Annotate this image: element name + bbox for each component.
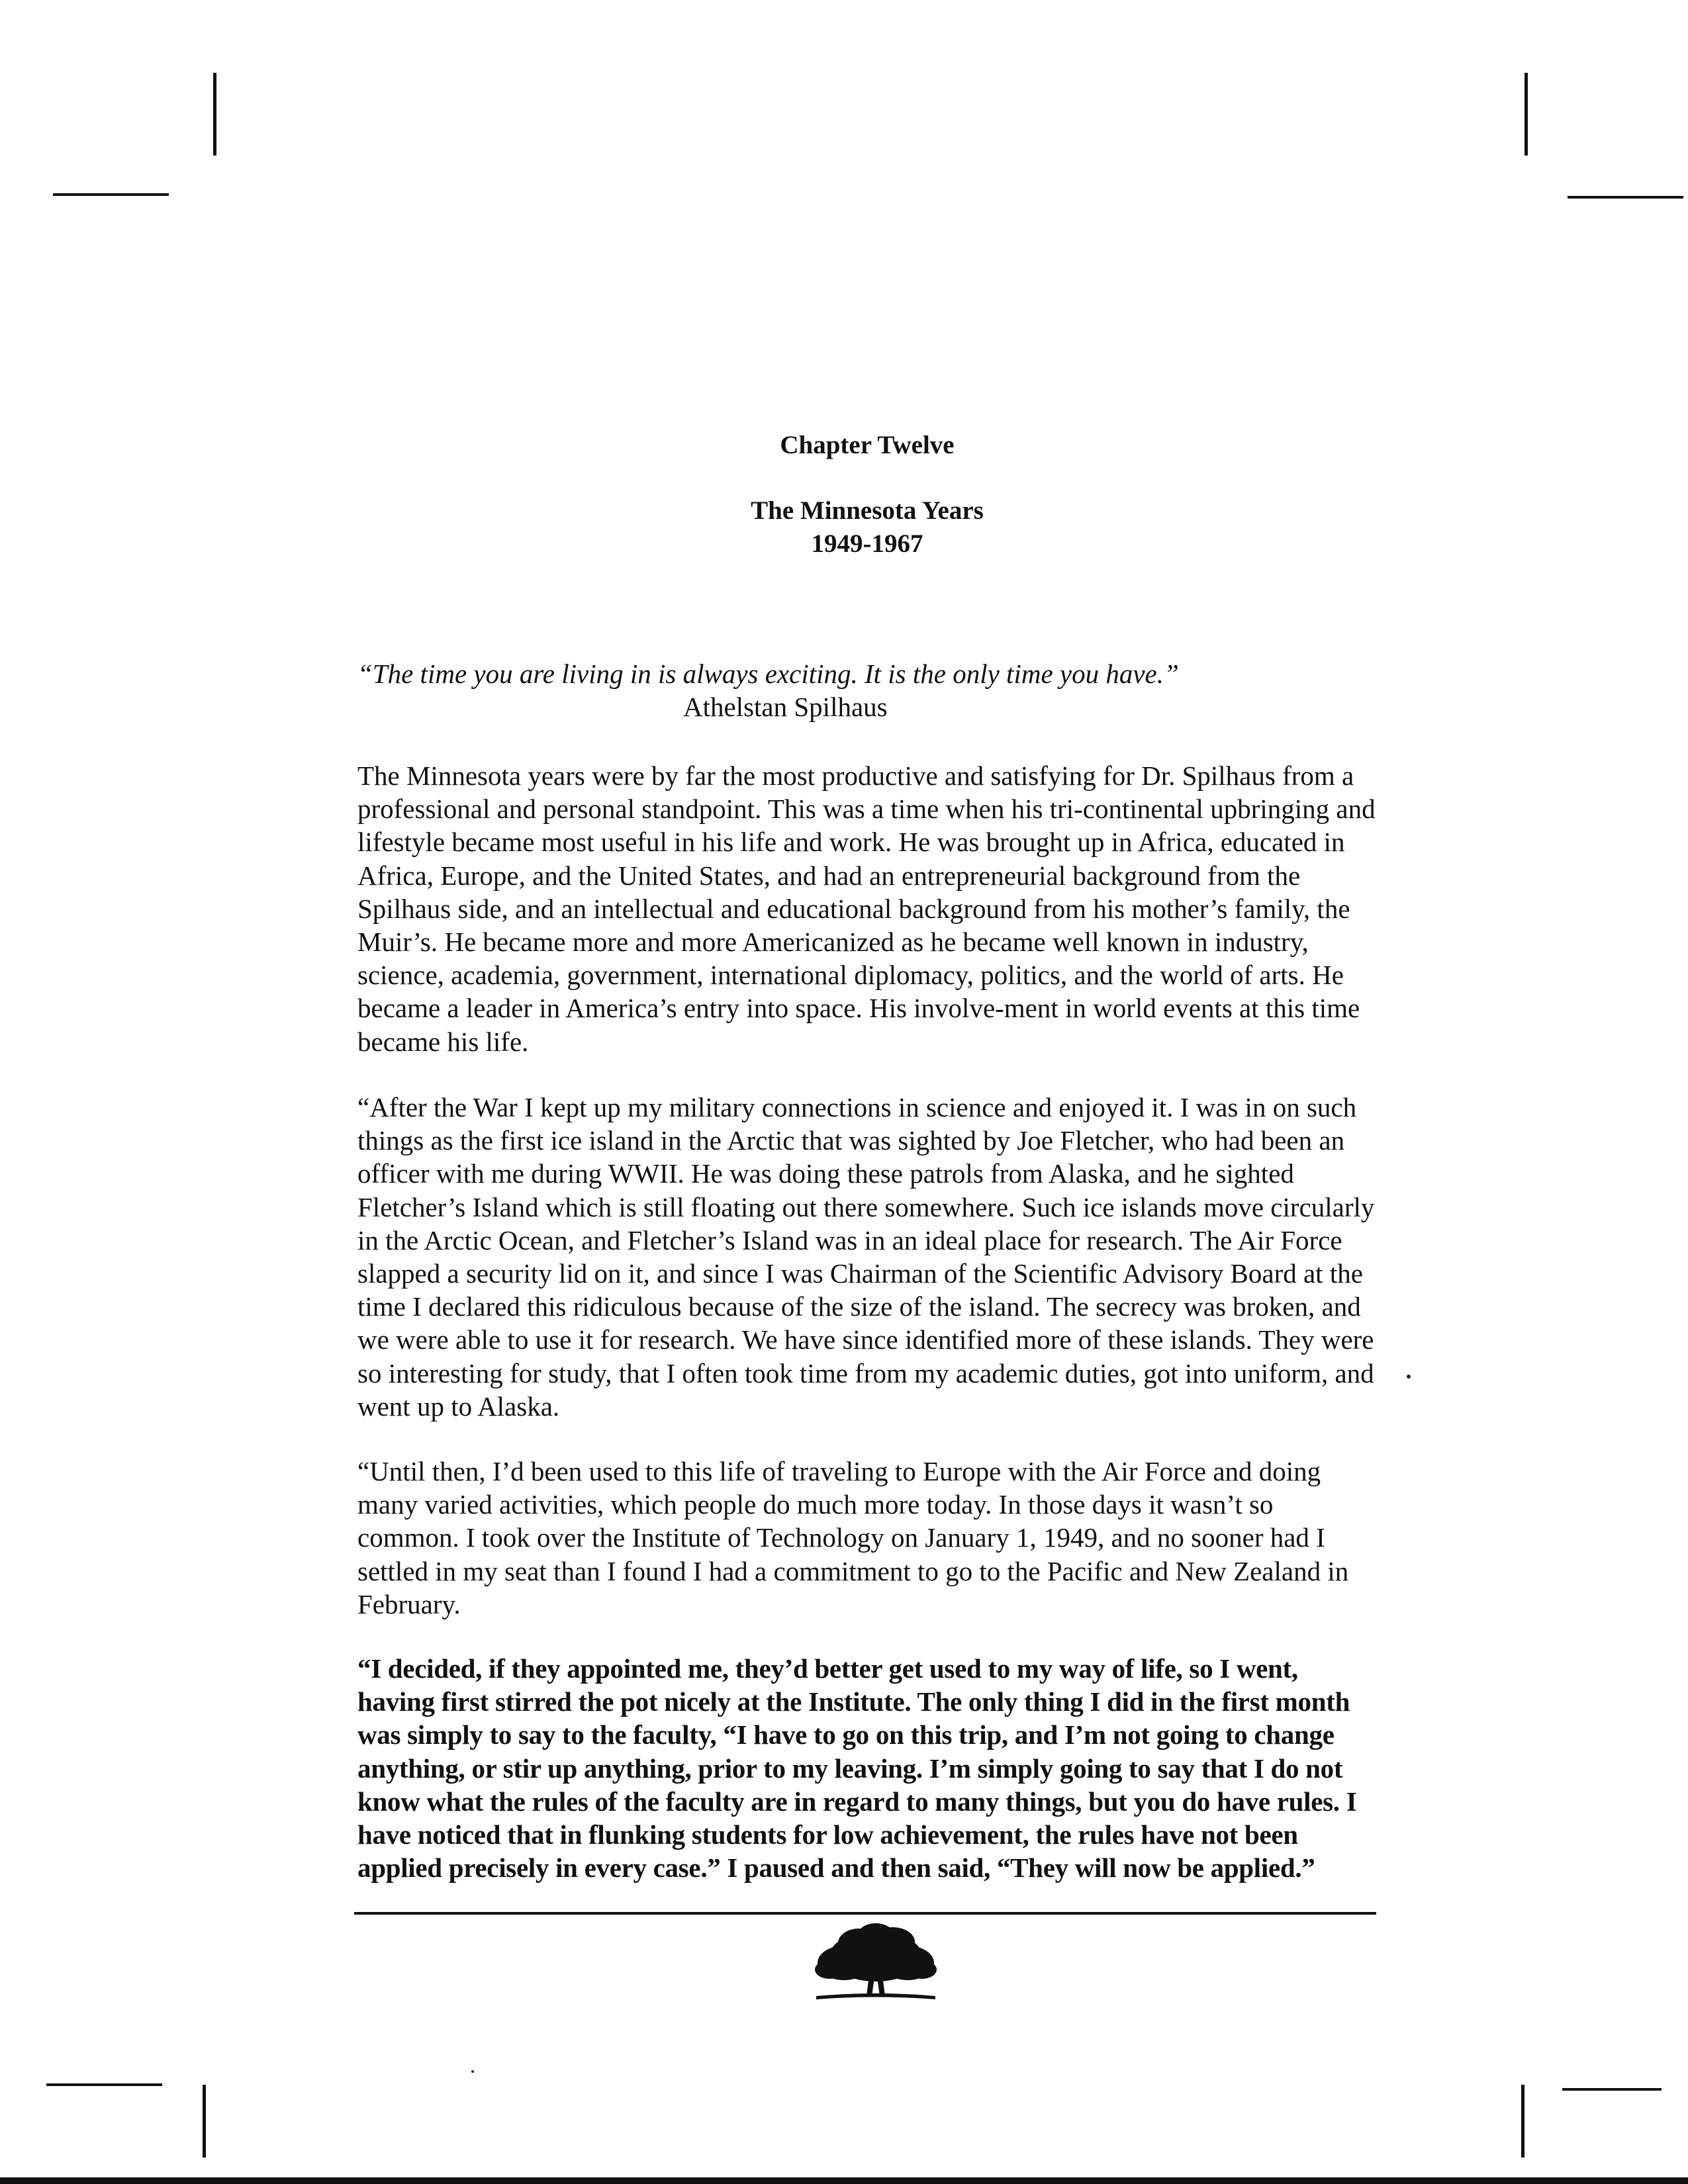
crop-mark-top-left-vertical: [213, 73, 216, 156]
chapter-label: Chapter Twelve: [780, 431, 955, 459]
crop-mark-bottom-right-horizontal: [1562, 2088, 1662, 2091]
oak-tree-logo-icon: [803, 1922, 949, 2008]
crop-mark-top-left-horizontal: [53, 193, 169, 196]
scan-speck: [1407, 1375, 1411, 1379]
crop-mark-bottom-left-horizontal: [46, 2083, 162, 2086]
epigraph-author: Athelstan Spilhaus: [683, 692, 888, 722]
scan-edge-band: [0, 2177, 1688, 2184]
paragraph-1: The Minnesota years were by far the most productive and satisfying for Dr. Spilhaus from a professional and personal standpoint. This was a time when his tri-continental upbringing and lifestyle became most useful in his life and work. He was brought up in Africa, educated in Africa, Europe, and the United States, and had an entrepreneurial background from the Spilhaus side, and an intellectual and educational background from his mother’s family, the Muir’s. He became more and more Americanized as he became well known in industry, science, academia, government, international diplomacy, politics, and the world of arts. He became a leader in America’s entry into space. His involve-ment in world events at this time became his life.: [357, 760, 1376, 1057]
paragraph-2: “After the War I kept up my military connections in science and enjoyed it. I was in on such things as the first ice island in the Arctic that was sighted by Joe Fletcher, who had been an officer with me during WWII. He was doing these patrols from Alaska, and he sighted Fletcher’s Island which is still floating out there somewhere. Such ice islands move circularly in the Arctic Ocean, and Fletcher’s Island was in an ideal place for research. The Air Force slapped a security lid on it, and since I was Chairman of the Scientific Advisory Board at the time I declared this ridiculous because of the size of the island. The secrecy was broken, and we were able to use it for research. We have since identified more of these islands. They were so interesting for study, that I often took time from my academic duties, got into uniform, and went up to Alaska.: [357, 1092, 1375, 1422]
epigraph: [357, 657, 1417, 723]
chapter-title: The Minnesota Years: [751, 496, 984, 525]
crop-mark-bottom-left-vertical: [203, 2085, 206, 2158]
crop-mark-top-right-horizontal: [1568, 196, 1683, 199]
epigraph-quote: “The time you are living in is always exciting. It is the only time you have.”: [357, 659, 1179, 689]
scan-speck: [471, 2070, 474, 2073]
paragraph-4: “I decided, if they appointed me, they’d better get used to my way of life, so I went, having first stirred the pot nicely at the Institute. The only thing I did in the first month was simply to say to the faculty, “I have to go on this trip, and I’m not going to change anything, or stir up anything, prior to my leaving. I’m simply going to say that I do not know what the rules of the faculty are in regard to many things, but you do have rules. I have noticed that in flunking students for low achievement, the rules have not been applied precisely in every case.” I paused and then said, “They will now be applied.”: [357, 1653, 1357, 1884]
crop-mark-bottom-right-vertical: [1521, 2085, 1524, 2158]
footer-rule: [354, 1912, 1376, 1915]
paragraph-3: “Until then, I’d been used to this life of traveling to Europe with the Air Force and doing many varied activities, which people do much more today. In those days it wasn’t so common. I took over the Institute of Technology on January 1, 1949, and no sooner had I settled in my seat than I found I had a commitment to go to the Pacific and New Zealand in February.: [357, 1456, 1349, 1619]
chapter-years: 1949-1967: [811, 529, 923, 558]
crop-mark-top-right-vertical: [1524, 73, 1528, 156]
